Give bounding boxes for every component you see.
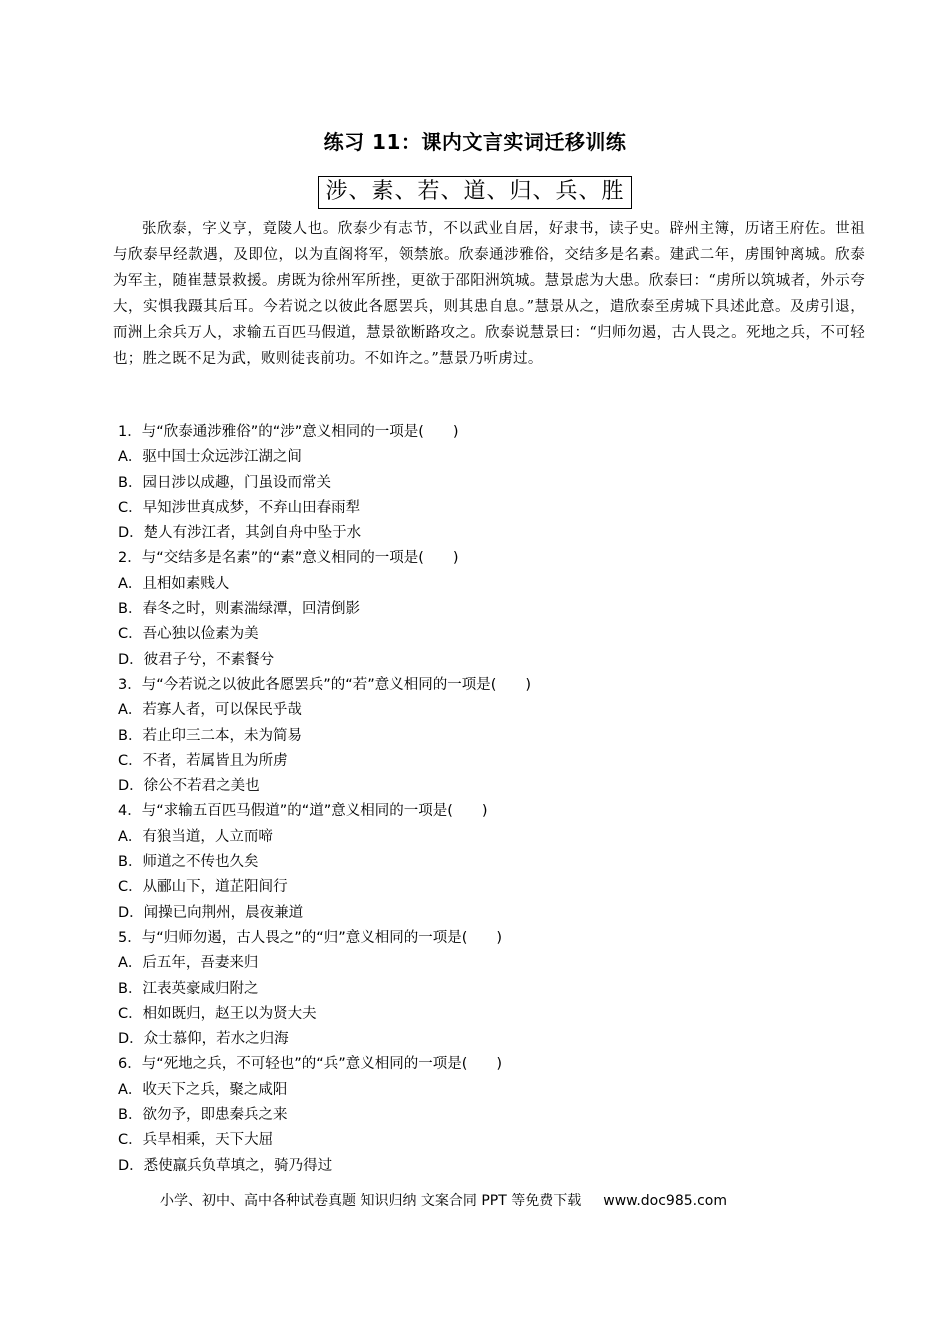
question-stem: 4．与“求输五百匹马假道”的“道”意义相同的一项是( ) (118, 803, 488, 820)
question-stem: 5．与“归师勿遏，古人畏之”的“归”意义相同的一项是( ) (118, 929, 503, 946)
question-option: B．若止印三二本，未为简易 (118, 727, 302, 744)
question-option: A．若寡人者，可以保民乎哉 (118, 702, 302, 719)
question-option: C．相如既归，赵王以为贤大夫 (118, 1005, 317, 1022)
question-option: D．闻操已向荆州，晨夜兼道 (118, 904, 304, 921)
question-option: D．徐公不若君之美也 (118, 778, 260, 795)
question-stem: 3．与“今若说之以彼此各愿罢兵”的“若”意义相同的一项是( ) (118, 676, 532, 693)
question-option: D．悉使羸兵负草填之，骑乃得过 (118, 1157, 333, 1174)
boxed-subtitle: 涉、素、若、道、归、兵、胜 (318, 176, 631, 209)
question-option: A．驱中国士众远涉江湖之间 (118, 449, 302, 466)
question-stem: 2．与“交结多是名素”的“素”意义相同的一项是( ) (118, 550, 459, 567)
question-option: D．众士慕仰，若水之归海 (118, 1031, 289, 1048)
question-option: D．彼君子兮，不素餐兮 (118, 651, 275, 668)
question-option: A．后五年，吾妻来归 (118, 955, 259, 972)
question-option: A．且相如素贱人 (118, 575, 230, 592)
question-stem: 6．与“死地之兵，不可轻也”的“兵”意义相同的一项是( ) (118, 1056, 503, 1073)
reading-passage: 张欣泰，字义亨，竟陵人也。欣泰少有志节，不以武业自居，好隶书，读子史。辟州主簿，历诸王府佐。世祖与欣泰早经款遇，及即位，以为直阁将军，领禁旅。欣泰通涉雅俗，交结多是名素。建武二年，虏围钟离城。欣泰为军主，随崔慧景救援。虏既为徐州军所挫，更欲于邵阳洲筑城。慧景虑为大患。欣泰曰：“虏所以筑城者，外示夸大，实惧我蹑其后耳。今若说之以彼此各愿罢兵，则其患自息。”慧景从之，遣欣泰至虏城下具述此意。及虏引退，而洲上余兵万人，求输五百匹马假道，慧景欲断路攻之。欣泰说慧景曰：“归师勿遏，古人畏之。死地之兵，不可轻也；胜之既不足为武，败则徒丧前功。不如许之。”慧景乃听虏过。 (113, 221, 865, 367)
question-option: B．春冬之时，则素湍绿潭，回清倒影 (118, 601, 360, 618)
question-option: D．楚人有涉江者，其剑自舟中坠于水 (118, 525, 362, 542)
question-option: C．早知涉世真成梦，不弃山田春雨犁 (118, 499, 361, 516)
footer-text: 小学、初中、高中各种试卷真题 知识归纳 文案合同 PPT 等免费下载 (160, 1193, 582, 1209)
question-option: B．欲勿予，即患秦兵之来 (118, 1107, 288, 1124)
question-list (118, 420, 858, 1179)
question-option: B．园日涉以成趣，门虽设而常关 (118, 474, 331, 491)
question-option: B．师道之不传也久矣 (118, 854, 259, 871)
question-stem: 1．与“欣泰通涉雅俗”的“涉”意义相同的一项是( ) (118, 424, 459, 440)
footer (160, 1190, 800, 1210)
question-option: C．从郦山下，道芷阳间行 (118, 879, 288, 896)
subtitle-container (0, 176, 950, 209)
page-title: 练习 11：课内文言实词迁移训练 (323, 130, 627, 154)
question-option: A．有狼当道，人立而啼 (118, 828, 273, 845)
question-option: C．兵旱相乘，天下大屈 (118, 1132, 274, 1149)
question-option: C．不者，若属皆且为所虏 (118, 752, 288, 769)
question-option: B．江表英豪咸归附之 (118, 980, 259, 997)
footer-url[interactable]: www.doc985.com (603, 1193, 727, 1209)
question-option: A．收天下之兵，聚之咸阳 (118, 1081, 288, 1098)
question-option: C．吾心独以俭素为美 (118, 626, 259, 643)
